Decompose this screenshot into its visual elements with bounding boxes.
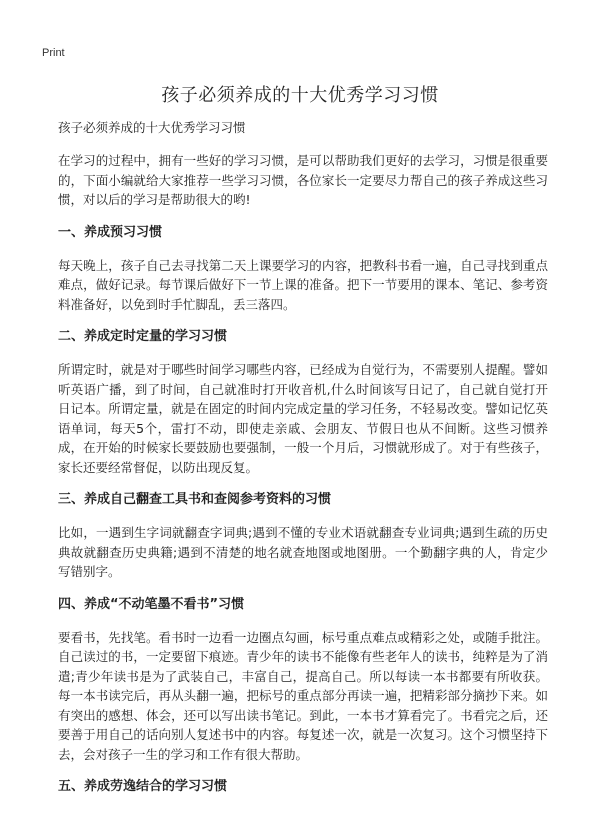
section-heading-3: 三、养成自己翻查工具书和查阅参考资料的习惯 bbox=[58, 492, 332, 507]
section-heading-1: 一、养成预习习惯 bbox=[58, 224, 163, 240]
section-body-4: 要看书，先找笔。看书时一边看一边圈点勾画，标号重点难点或精彩之处，或随手批注。自己读过的书，一定要留下痕迹。青少年的读书不能像有些老年人的读书，纯粹是为了消遣;青少年读书是为了武装自己，丰富自己，提高自己。所以每读一本书都要有所收获。每一本书读完后，再从头翻一遍，把标号的重点部分再读一遍，把精彩部分摘抄下来。如有突出的感想、体会，还可以写出读书笔记。到此，一本书才算看完了。书看完之后，还要善于用自己的话向别人复述书中的内容。每复述一次，就是一次复习。这个习惯坚持下去，会对孩子一生的学习和工作有很大帮助。 bbox=[58, 629, 548, 762]
section-heading-2: 二、养成定时定量的学习习惯 bbox=[58, 329, 228, 344]
intro-paragraph: 在学习的过程中，拥有一些好的学习习惯，是可以帮助我们更好的去学习，习惯是很重要的，下面小编就给大家推荐一些学习习惯，各位家长一定要尽力帮自己的孩子养成这些习惯，对以后的学习是帮助很大的哟! bbox=[58, 153, 548, 207]
document-subtitle: 孩子必须养成的十大优秀学习习惯 bbox=[58, 120, 246, 135]
section-heading-5: 五、养成劳逸结合的学习习惯 bbox=[58, 779, 228, 794]
page-title: 孩子必须养成的十大优秀学习习惯 bbox=[161, 85, 439, 106]
section-heading-4: 四、养成“不动笔墨不看书”习惯 bbox=[58, 596, 245, 612]
section-body-2: 所谓定时，就是对于哪些时间学习哪些内容，已经成为自觉行为，不需要别人提醒。譬如听英语广播，到了时间，自己就准时打开收音机,什么时间该写日记了，自己就自觉打开日记本。所谓定量，就是在固定的时间内完成定量的学习任务，不轻易改变。譬如记忆英语单词，每天5个，雷打不动，即使走亲戚、会朋友、节假日也从不间断。这些习惯养成，在开始的时候家长要鼓励也要强制，一般一个月后，习惯就形成了。对于有些孩子，家长还要经常督促，以防出现反复。 bbox=[58, 362, 548, 475]
print-link[interactable]: Print bbox=[42, 47, 65, 59]
section-body-3: 比如，一遇到生字词就翻查字词典;遇到不懂的专业术语就翻查专业词典;遇到生疏的历史典故就翻查历史典籍;遇到不清楚的地名就查地图或地图册。一个勤翻字典的人，肯定少写错别字。 bbox=[58, 525, 548, 579]
article-body bbox=[58, 151, 548, 810]
section-body-1: 每天晚上，孩子自己去寻找第二天上课要学习的内容，把教科书看一遍，自己寻找到重点难点，做好记录。每节课后做好下一节上课的准备。把下一节要用的课本、笔记、参考资料准备好，以免到时手忙脚乱，丢三落四。 bbox=[58, 257, 548, 312]
